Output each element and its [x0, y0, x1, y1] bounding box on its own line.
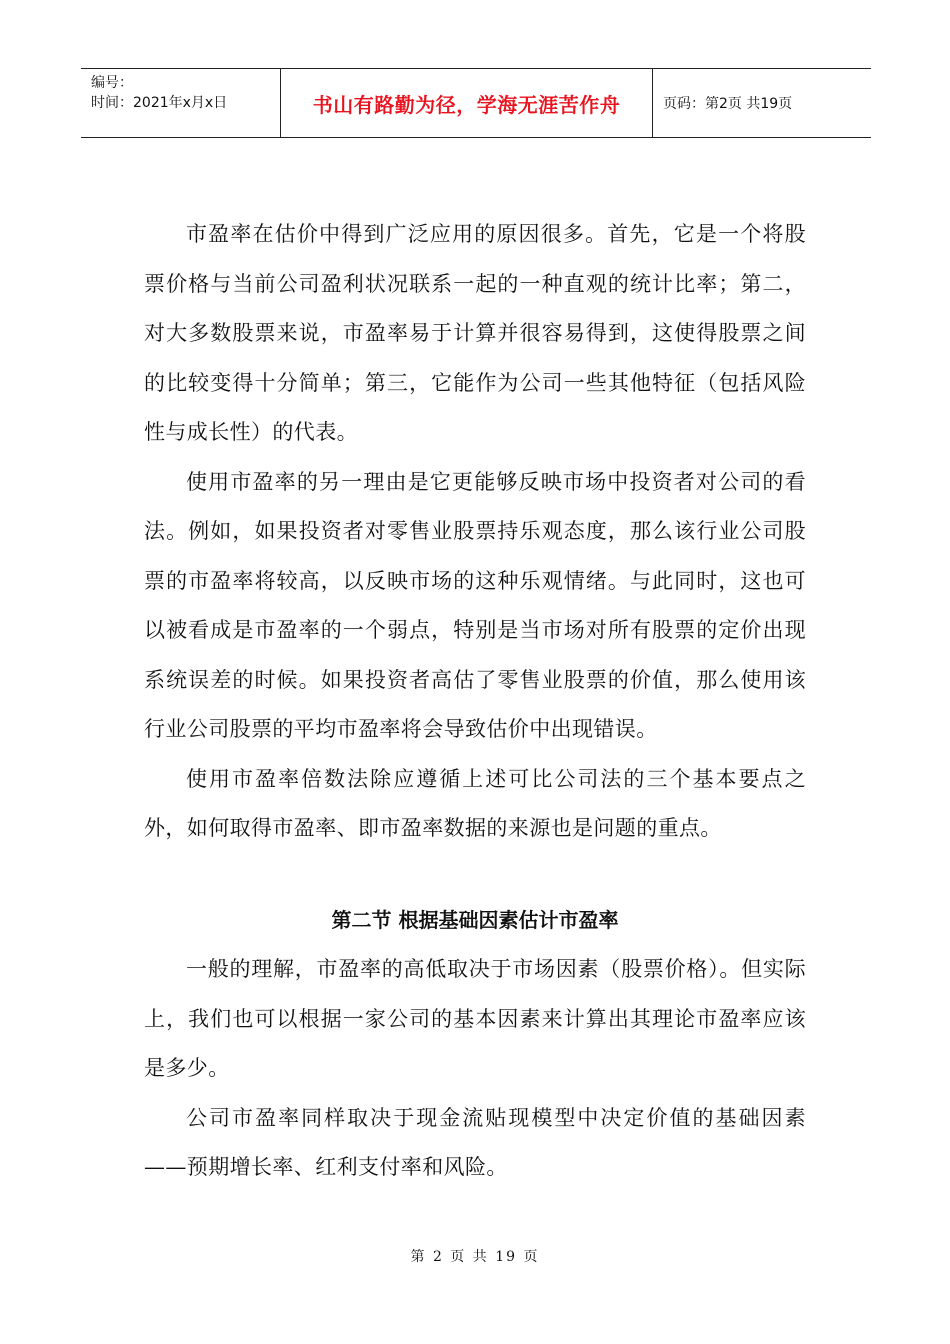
paragraph: 公司市盈率同样取决于现金流贴现模型中决定价值的基础因素——预期增长率、红利支付率和风险。: [144, 1105, 806, 1179]
paragraph: 使用市盈率的另一理由是它更能够反映市场中投资者对公司的看法。例如，如果投资者对零售业股票持乐观态度，那么该行业公司股票的市盈率将较高，以反映市场的这种乐观情绪。与此同时，这也可以被看成是市盈率的一个弱点，特别是当市场对所有股票的定价出现系统误差的时候。如果投资者高估了零售业股票的价值，那么使用该行业公司股票的平均市盈率将会导致估价中出现错误。: [144, 469, 806, 741]
page-footer: 第 2 页 共 19 页: [410, 1249, 540, 1265]
header-meta: [81, 69, 281, 137]
header-motto: 书山有路勤为径，学海无涯苦作舟: [281, 69, 653, 137]
paragraph: 一般的理解，市盈率的高低取决于市场因素（股票价格）。但实际上，我们也可以根据一家公司的基本因素来计算出其理论市盈率应该是多少。: [144, 957, 806, 1080]
header-page-info: 页码：第2页 共19页: [663, 96, 793, 112]
section-title: 第二节 根据基础因素估计市盈率: [331, 907, 619, 932]
document-body: [144, 210, 806, 1193]
document-number-label: 编号：: [91, 75, 133, 91]
section-spacer: [144, 854, 806, 896]
paragraph: 使用市盈率倍数法除应遵循上述可比公司法的三个基本要点之外，如何取得市盈率、即市盈率数据的来源也是问题的重点。: [144, 766, 806, 840]
document-time-label: 时间：2021年x月x日: [91, 95, 228, 111]
page-header: [81, 68, 871, 138]
paragraph: 市盈率在估价中得到广泛应用的原因很多。首先，它是一个将股票价格与当前公司盈利状况联系一起的一种直观的统计比率；第二，对大多数股票来说，市盈率易于计算并很容易得到，这使得股票之间的比较变得十分简单；第三，它能作为公司一些其他特征（包括风险性与成长性）的代表。: [144, 222, 806, 444]
